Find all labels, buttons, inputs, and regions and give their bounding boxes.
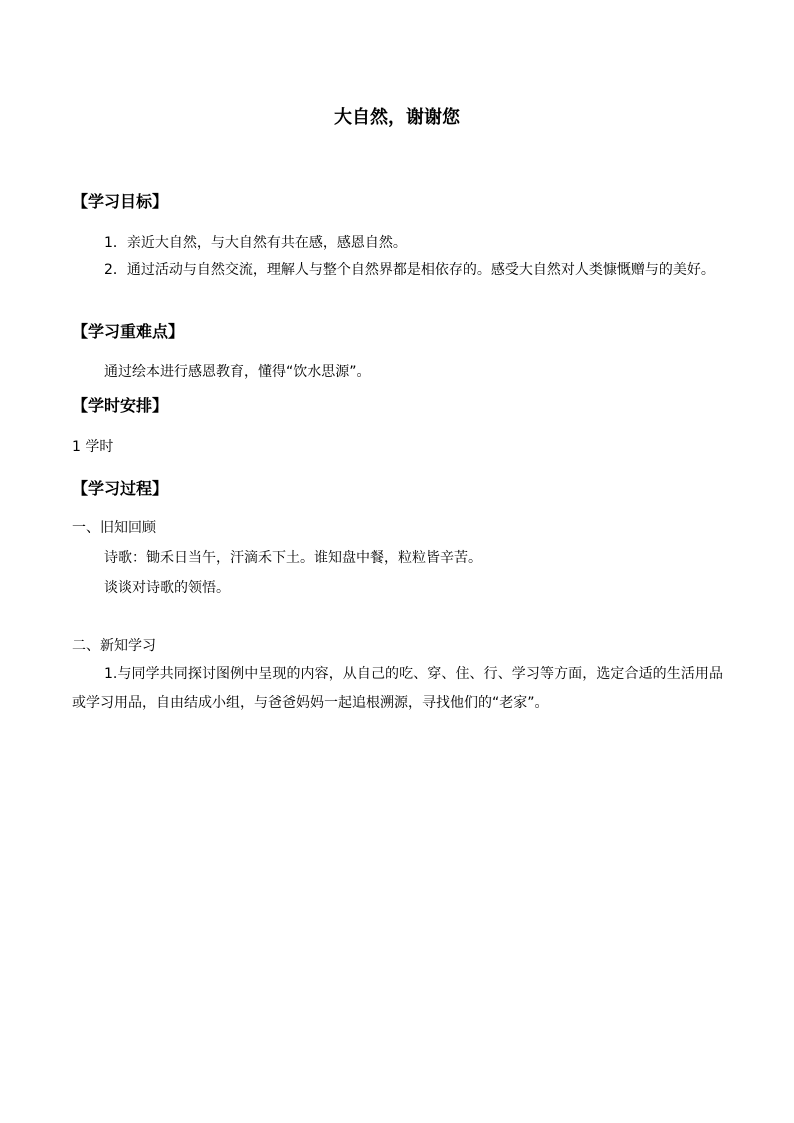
new-learning-title: 二、新知学习	[72, 638, 156, 654]
review-section-title: 一、旧知回顾	[72, 520, 156, 536]
key-points-heading: 【学习重难点】	[72, 322, 185, 341]
process-heading: 【学习过程】	[72, 479, 169, 498]
schedule-text: 1 学时	[72, 439, 114, 455]
goals-heading: 【学习目标】	[72, 192, 169, 211]
discuss-text: 谈谈对诗歌的领悟。	[104, 580, 230, 596]
poem-text: 诗歌：锄禾日当午，汗滴禾下土。谁知盘中餐，粒粒皆辛苦。	[104, 550, 482, 566]
goal-item-1: 1．亲近大自然，与大自然有共在感，感恩自然。	[104, 235, 407, 251]
page-title: 大自然，谢谢您	[334, 107, 460, 128]
goal-item-2: 2．通过活动与自然交流，理解人与整个自然界都是相依存的。感受大自然对人类慷慨赠与的美好。	[104, 262, 715, 278]
schedule-heading: 【学时安排】	[72, 396, 169, 415]
new-learning-item-1: 1.与同学共同探讨图例中呈现的内容，从自己的吃、穿、住、行、学习等方面，选定合适的生活用品或学习用品，自由结成小组，与爸爸妈妈一起追根溯源，寻找他们的“老家”。	[72, 666, 723, 711]
key-points-text: 通过绘本进行感恩教育，懂得“饮水思源”。	[104, 364, 371, 380]
